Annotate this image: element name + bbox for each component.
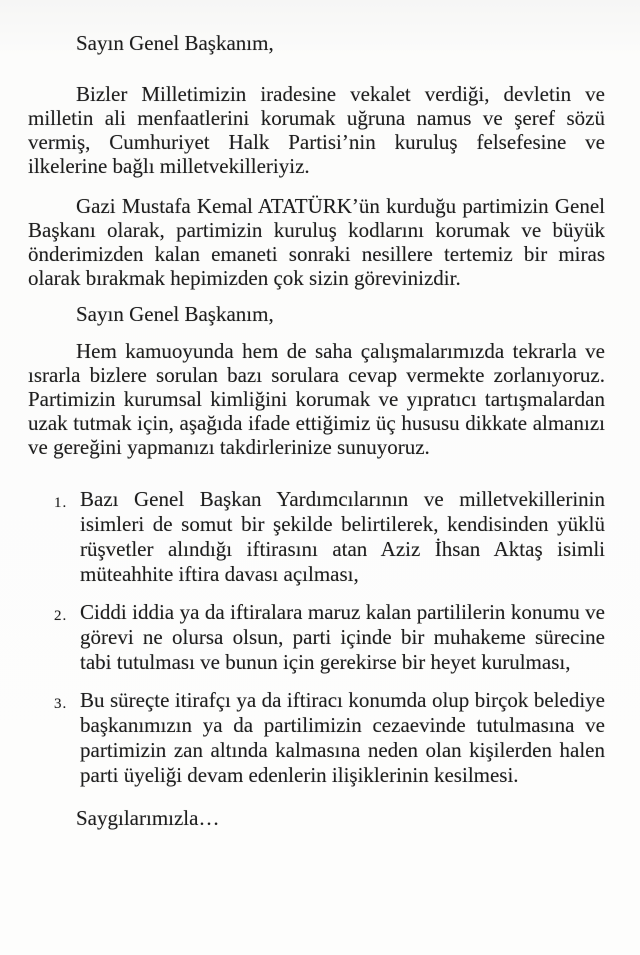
paragraph-oath: Bizler Milletimizin iradesine vekalet verdiği, devletin ve milletin ali menfaatlerini korumak uğruna namus ve şeref sözü vermiş, Cumhuriyet Halk Partisi’nin kuruluş felsefesine ve ilkelerine bağlı milletvekilleriyiz.	[28, 82, 605, 178]
demand-list	[28, 487, 605, 788]
list-item-2	[54, 600, 605, 675]
list-item-3-number: 3.	[54, 696, 68, 712]
list-item-2-text: Ciddi iddia ya da iftiralara maruz kalan partililerin konumu ve görevi ne olursa olsun, parti içinde bir muhakeme sürecine tabi tutulması ve bunun için gerekirse bir heyet kurulması,	[80, 600, 605, 674]
salutation-line-2: Sayın Genel Başkanım,	[76, 302, 274, 326]
salutation-line-1: Sayın Genel Başkanım,	[76, 31, 274, 55]
list-item-3	[54, 688, 605, 788]
list-item-3-text: Bu süreçte itirafçı ya da iftiracı konumda olup birçok belediye başkanımızın ya da partilimizin cezaevinde tutulmasına ve partimizin zan altında kalmasına neden olan kişilerden halen parti üyeliği devam edenlerin ilişiklerinin kesilmesi.	[80, 688, 605, 787]
list-item-1	[54, 487, 605, 587]
list-item-1-text: Bazı Genel Başkan Yardımcılarının ve milletvekillerinin isimleri de somut bir şekilde belirtilerek, kendisinden yüklü rüşvetler alındığı iftirasını atan Aziz İhsan Aktaş isimli müteahhite iftira davası açılması,	[80, 487, 605, 586]
list-item-2-number: 2.	[54, 608, 68, 624]
closing-line: Saygılarımızla…	[76, 806, 220, 830]
paragraph-ataturk-legacy: Gazi Mustafa Kemal ATATÜRK’ün kurduğu partimizin Genel Başkanı olarak, partimizin kuruluş kodlarını korumak ve büyük önderimizden kalan emaneti sonraki nesillere tertemiz bir miras olarak bırakmak hepimizden çok sizin görevinizdir.	[28, 194, 605, 290]
list-item-1-number: 1.	[54, 495, 68, 511]
paragraph-three-points-intro: Hem kamuoyunda hem de saha çalışmalarımızda tekrarla ve ısrarla bizlere sorulan bazı sorulara cevap vermekte zorlanıyoruz. Partimizin kurumsal kimliğini korumak ve yıpratıcı tartışmalardan uzak tutmak için, aşağıda ifade ettiğimiz üç hususu dikkate almanızı ve gereğini yapmanızı takdirlerinize sunuyoruz.	[28, 339, 605, 459]
